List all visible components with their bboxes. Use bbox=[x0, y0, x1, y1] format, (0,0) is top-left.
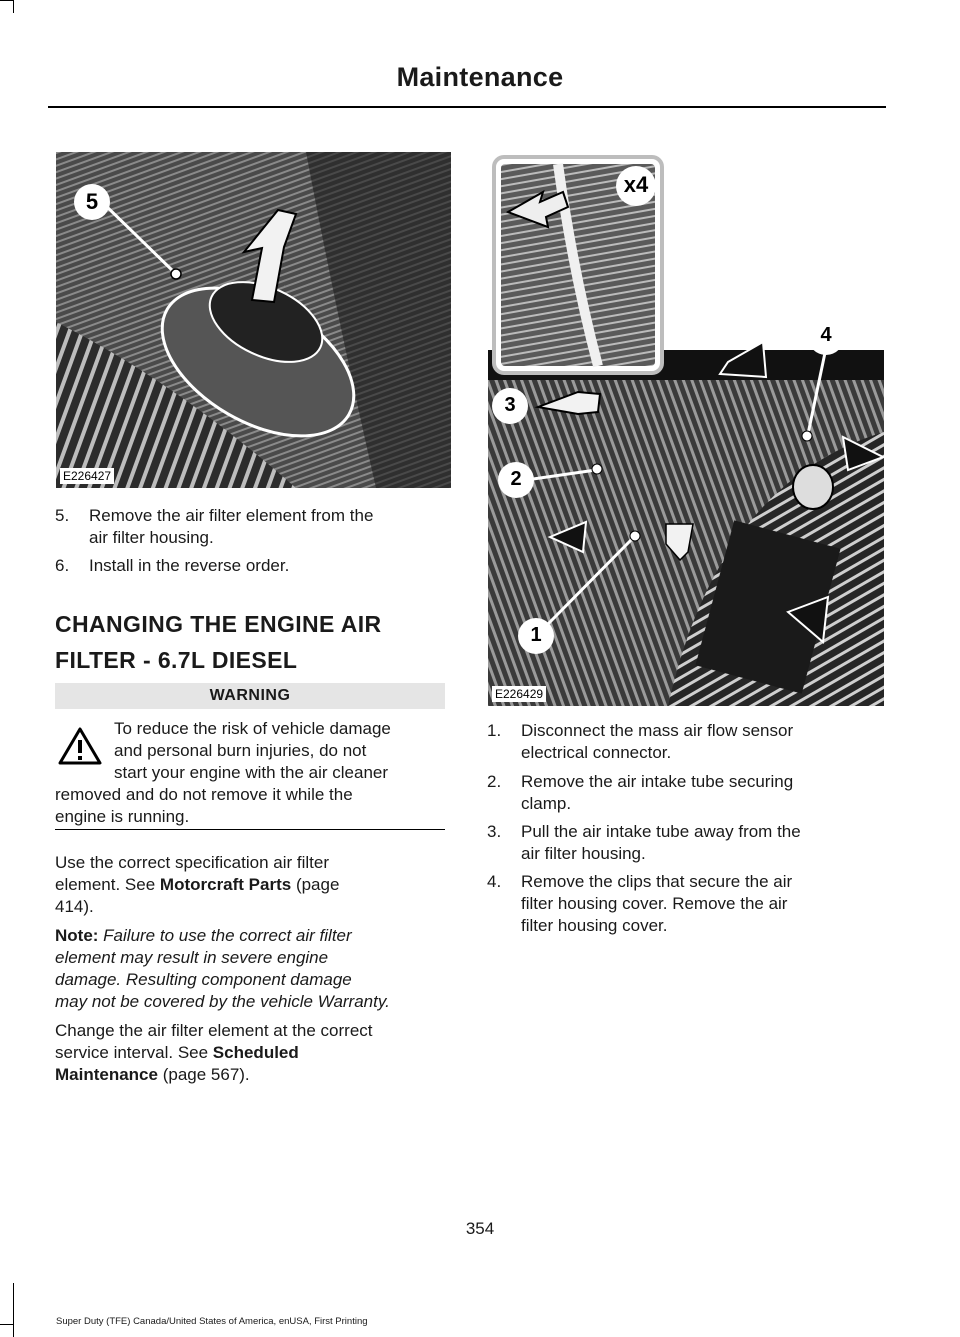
figure-air-intake bbox=[488, 152, 884, 706]
list-item bbox=[487, 771, 887, 815]
figure-air-filter-element bbox=[56, 152, 451, 488]
callout-5: 5 bbox=[85, 189, 99, 214]
list-item bbox=[55, 555, 450, 577]
figure-code: E226427 bbox=[60, 468, 114, 484]
step-number: 6. bbox=[55, 556, 70, 575]
crop-mark bbox=[13, 0, 14, 13]
figure-code: E226429 bbox=[492, 686, 546, 702]
crop-mark bbox=[0, 0, 13, 1]
callout-x4: x4 bbox=[623, 172, 649, 197]
callout-1: 1 bbox=[530, 624, 542, 646]
warning-text-continued: removed and do not remove it while the engine is running. bbox=[55, 785, 353, 826]
step-text: Remove the air intake tube securing clamp. bbox=[521, 772, 794, 813]
list-item bbox=[55, 505, 450, 549]
list-item bbox=[487, 871, 887, 937]
step-text: Disconnect the mass air flow sensor electrical connector. bbox=[521, 721, 794, 762]
section-heading: CHANGING THE ENGINE AIR FILTER - 6.7L DIESEL bbox=[55, 611, 382, 673]
step-text: Install in the reverse order. bbox=[89, 556, 290, 575]
page-title: Maintenance bbox=[396, 62, 564, 92]
step-text: Pull the air intake tube away from the air filter housing. bbox=[521, 822, 801, 863]
callout-4: 4 bbox=[820, 324, 832, 346]
link-motorcraft-parts[interactable]: Motorcraft Parts bbox=[159, 875, 292, 894]
paragraph-interval: Change the air filter element at the correct service interval. See Scheduled Maintenance (page 567). bbox=[55, 1021, 373, 1084]
step-text: Remove the clips that secure the air filter housing cover. Remove the air filter housing cover. bbox=[521, 872, 793, 935]
link-scheduled-maintenance-cont[interactable]: Maintenance bbox=[55, 1065, 158, 1084]
link-scheduled-maintenance[interactable]: Scheduled bbox=[212, 1043, 299, 1062]
list-item bbox=[487, 821, 887, 865]
warning-text: To reduce the risk of vehicle damage and personal burn injuries, do not start your engine with the air cleaner bbox=[114, 719, 391, 782]
callout-3: 3 bbox=[504, 394, 516, 416]
list-item bbox=[487, 720, 887, 764]
callout-2: 2 bbox=[510, 468, 522, 490]
crop-mark bbox=[0, 1324, 13, 1325]
note: Note: Failure to use the correct air filter element may result in severe engine damage. Resulting component damage may not be covered by the vehicle Warranty. bbox=[55, 926, 390, 1011]
figure-illustration bbox=[56, 152, 451, 488]
step-number: 2. bbox=[487, 772, 502, 791]
step-number: 1. bbox=[487, 721, 502, 740]
step-number: 3. bbox=[487, 822, 502, 841]
warning-header: WARNING bbox=[55, 683, 445, 709]
step-number: 5. bbox=[55, 506, 70, 525]
warning-icon bbox=[58, 726, 102, 766]
warning-divider bbox=[55, 829, 445, 830]
paragraph-spec: Use the correct specification air filter element. See Motorcraft Parts (page 414). bbox=[55, 853, 340, 916]
page-number: 354 bbox=[465, 1219, 495, 1238]
crop-mark bbox=[13, 1283, 14, 1337]
note-label: Note: bbox=[55, 926, 99, 945]
step-text: Remove the air filter element from the air filter housing. bbox=[89, 506, 374, 547]
footer-text: Super Duty (TFE) Canada/United States of America, enUSA, First Printing bbox=[56, 1316, 368, 1327]
header-divider bbox=[48, 106, 886, 108]
figure-illustration bbox=[488, 152, 884, 706]
step-number: 4. bbox=[487, 872, 502, 891]
